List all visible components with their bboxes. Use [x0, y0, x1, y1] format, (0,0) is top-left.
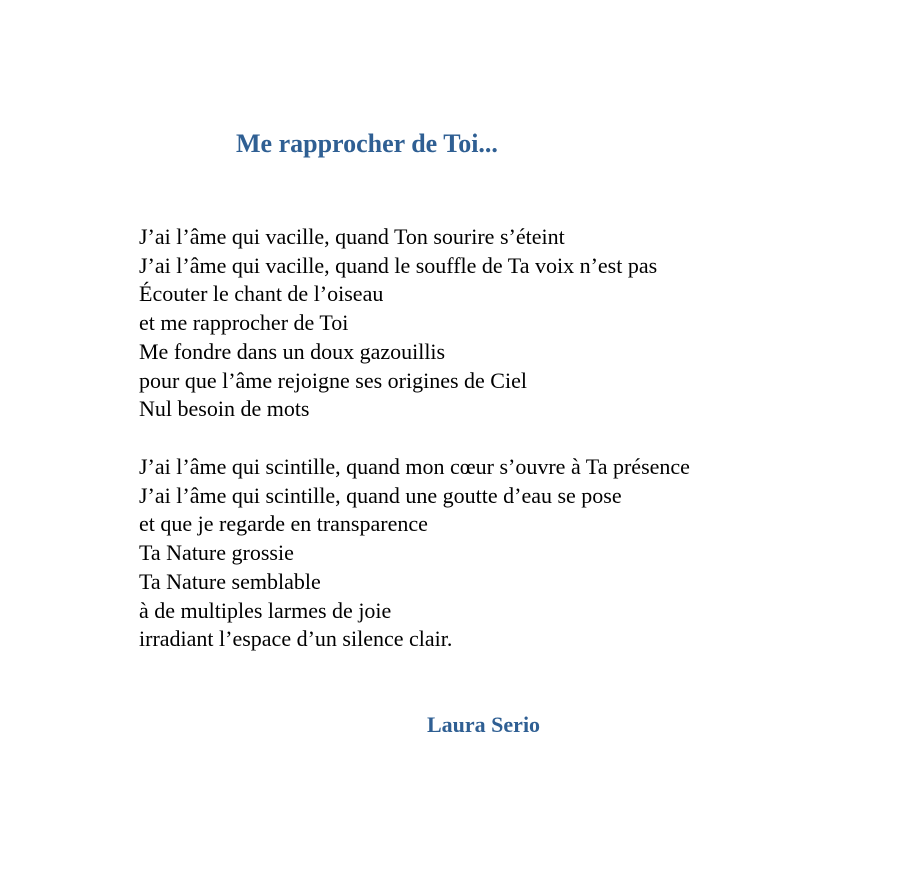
author-signature: Laura Serio	[427, 712, 541, 737]
verse-line: Ta Nature grossie	[139, 540, 294, 566]
verse-line: à de multiples larmes de joie	[139, 597, 392, 623]
verse-line: J’ai l’âme qui vacille, quand le souffle de Ta voix n’est pas	[139, 252, 658, 278]
verse-line: Écouter le chant de l’oiseau	[139, 281, 384, 307]
stanza-2	[139, 453, 690, 654]
verse-line: Nul besoin de mots	[139, 396, 310, 422]
verse-line: J’ai l’âme qui scintille, quand une goutte d’eau se pose	[139, 482, 622, 508]
verse-line: Ta Nature semblable	[139, 568, 321, 594]
verse-line: J’ai l’âme qui vacille, quand Ton sourire s’éteint	[139, 224, 565, 249]
verse-line: irradiant l’espace d’un silence clair.	[139, 626, 453, 652]
poem-title: Me rapprocher de Toi...	[236, 129, 498, 158]
verse-line: et que je regarde en transparence	[139, 511, 428, 537]
verse-line: pour que l’âme rejoigne ses origines de Ciel	[139, 367, 527, 393]
verse-line: et me rapprocher de Toi	[139, 310, 349, 336]
stanza-1	[139, 223, 657, 424]
verse-line: Me fondre dans un doux gazouillis	[139, 338, 446, 364]
verse-line: J’ai l’âme qui scintille, quand mon cœur s’ouvre à Ta présence	[139, 454, 690, 479]
